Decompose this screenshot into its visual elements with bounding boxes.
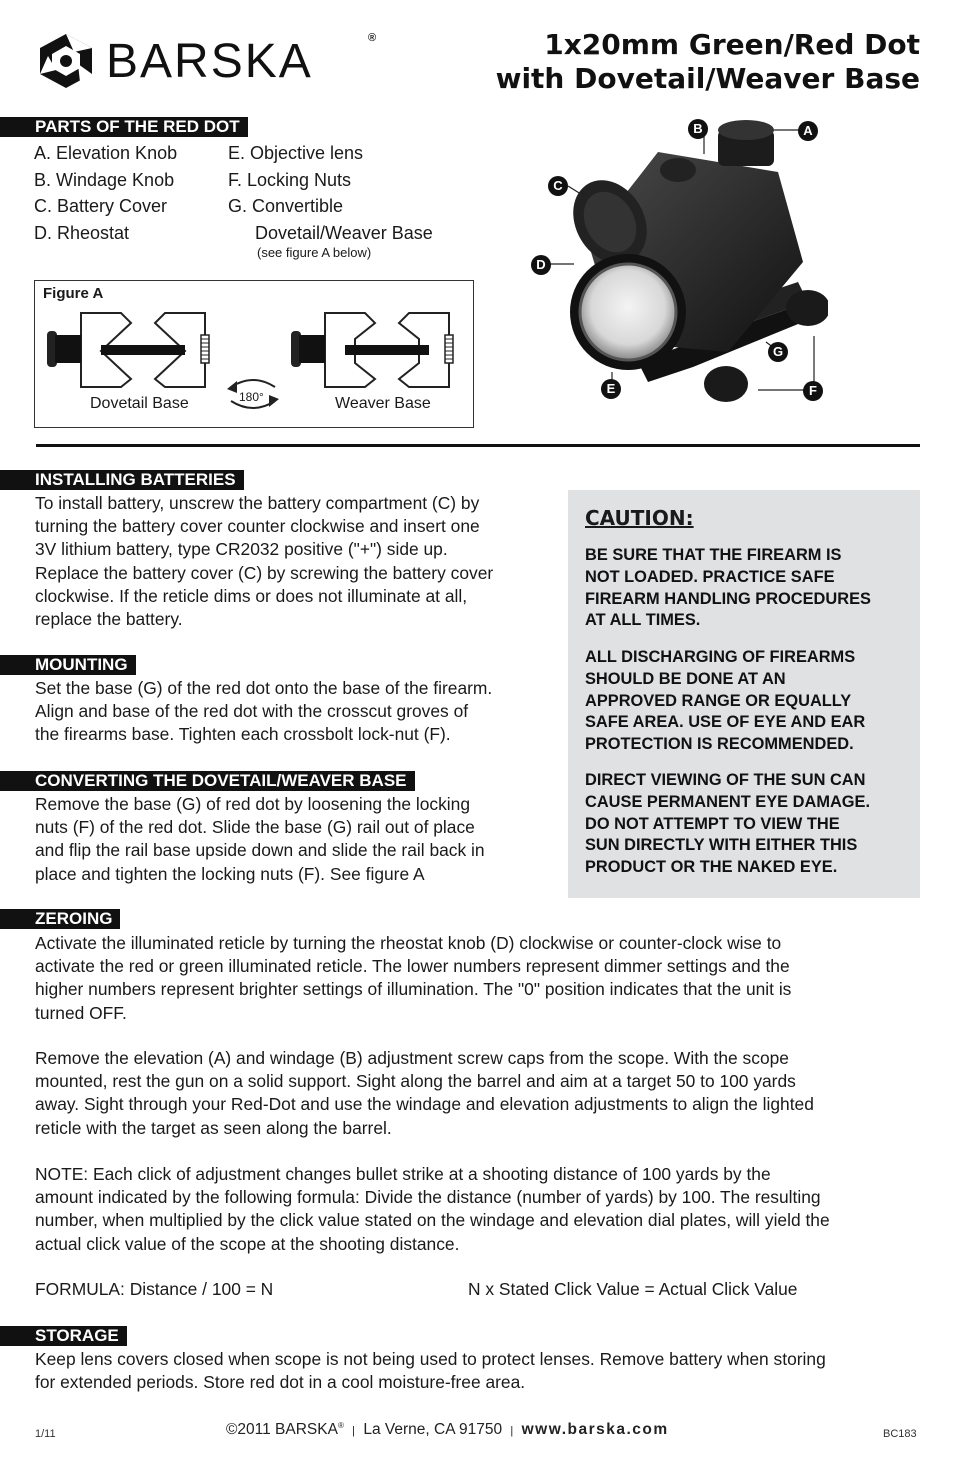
part-item: Dovetail/Weaver Base — [255, 222, 433, 243]
caution-paragraph-1: BE SURE THAT THE FIREARM IS NOT LOADED. PRACTICE SAFE FIREARM HANDLING PROCEDURES AT ALL TIMES. — [585, 546, 871, 630]
part-item: B. Windage Knob — [34, 169, 175, 190]
footer-code: BC183 — [883, 1428, 917, 1440]
barska-emblem-icon — [34, 32, 98, 90]
caution-title: CAUTION: — [585, 506, 694, 530]
section-header-zeroing: ZEROING — [0, 909, 120, 929]
mounting-text: Set the base (G) of the red dot onto the base of the firearm. Align and base of the red dot with the crosscut groves of the firearms base. Tighten each crossbolt lock-nut (F). — [35, 678, 493, 745]
dovetail-caption: Dovetail Base — [90, 395, 189, 412]
title-line-1: 1x20mm Green/Red Dot — [544, 28, 920, 61]
section-header-mounting: MOUNTING — [0, 655, 136, 675]
caution-paragraph-2: ALL DISCHARGING OF FIREARMS SHOULD BE DONE AT AN APPROVED RANGE OR EQUALLY SAFE AREA. USE OF EYE AND EAR PROTECTION IS RECOMMENDED. — [585, 648, 866, 754]
installing-text: To install battery, unscrew the battery compartment (C) by turning the battery cover counter clockwise and insert one 3V lithium battery, type CR2032 positive ("+") side up. Replace the battery cover (C) by screwing the battery cover clockwise. If the reticle dims or does not illuminate at all, replace the battery. — [35, 493, 494, 630]
footer-separator: | — [510, 1425, 514, 1438]
section-header-converting: CONVERTING THE DOVETAIL/WEAVER BASE — [0, 771, 415, 791]
page-title — [496, 28, 920, 96]
caution-paragraph-3: DIRECT VIEWING OF THE SUN CAN CAUSE PERMANENT EYE DAMAGE. DO NOT ATTEMPT TO VIEW THE SUN DIRECTLY WITH EITHER THIS PRODUCT OR THE NAKED EYE. — [585, 771, 871, 877]
parts-list-left — [34, 140, 177, 246]
title-line-2: with Dovetail/Weaver Base — [495, 62, 920, 95]
callout-b: B — [688, 119, 708, 139]
footer-date: 1/11 — [35, 1428, 56, 1440]
callout-e: E — [601, 379, 621, 399]
part-item: G. Convertible — [228, 196, 344, 216]
parts-note: (see figure A below) — [257, 245, 372, 260]
part-item: F. Locking Nuts — [228, 169, 352, 190]
zeroing-paragraph-1: Activate the illuminated reticle by turning the rheostat knob (D) clockwise or counter-clock wise to activate the red or green illuminated reticle. The lower numbers represent dimmer settings and the higher numbers represent brighter settings of illumination. The "0" position indicates that the unit is turned OFF. — [35, 933, 792, 1023]
footer-separator: | — [352, 1425, 356, 1438]
zeroing-paragraph-3: NOTE: Each click of adjustment changes bullet strike at a shooting distance of 100 yards by the amount indicated by the following formula: Divide the distance (number of yards) by 100. The resulting number, when multiplied by the click value stated on the windage and elevation dial plates, will yield the actual click value of the scope at the shooting distance. — [35, 1164, 830, 1254]
part-item: E. Objective lens — [228, 143, 364, 163]
section-header-storage: STORAGE — [0, 1326, 127, 1346]
footer-address: La Verne, CA 91750 — [363, 1421, 503, 1439]
zeroing-paragraph-2: Remove the elevation (A) and windage (B) adjustment screw caps from the scope. With the scope mounted, rest the gun on a solid support. Sight along the barrel and aim at a target 50 to 100 yards away. Sight through your Red-Dot and use the windage and elevation adjustments to align the lighted reticle with the target as seen along the barrel. — [35, 1048, 814, 1138]
parts-list-right — [228, 140, 433, 260]
part-item: A. Elevation Knob — [34, 143, 178, 163]
figure-label: Figure A — [43, 285, 104, 302]
brand-name: BARSKA — [106, 35, 313, 88]
red-dot-product-image — [528, 112, 828, 412]
footer-line — [226, 1421, 669, 1439]
callout-f: F — [803, 381, 823, 401]
storage-text: Keep lens covers closed when scope is not being used to protect lenses. Remove battery when storing for extended periods. Store red dot in a cool moisture-free area. — [35, 1349, 826, 1393]
section-header-installing: INSTALLING BATTERIES — [0, 470, 244, 490]
footer-website[interactable]: www.barska.com — [521, 1421, 669, 1439]
part-item: C. Battery Cover — [34, 196, 168, 216]
barska-logo — [34, 32, 384, 90]
callout-a: A — [798, 121, 818, 141]
formula-left: FORMULA: Distance / 100 = N — [35, 1279, 274, 1299]
part-item: D. Rheostat — [34, 222, 130, 243]
caution-box — [568, 490, 920, 898]
section-header-parts: PARTS OF THE RED DOT — [0, 117, 248, 137]
callout-d: D — [531, 255, 551, 275]
rotation-label: 180° — [239, 390, 264, 404]
weaver-caption: Weaver Base — [335, 395, 431, 412]
formula-right: N x Stated Click Value = Actual Click Value — [468, 1279, 798, 1299]
figure-a — [34, 280, 474, 428]
divider — [36, 444, 920, 447]
footer-reg: ® — [337, 1421, 344, 1430]
callout-g: G — [768, 342, 788, 362]
registered-mark: ® — [368, 32, 377, 44]
footer-copyright: ©2011 BARSKA — [226, 1421, 338, 1439]
converting-text: Remove the base (G) of red dot by loosening the locking nuts (F) of the red dot. Slide the base (G) rail out of place and flip the rail base upside down and slide the rail back in place and tighten the locking nuts (F). See figure A — [35, 794, 485, 884]
callout-c: C — [548, 176, 568, 196]
